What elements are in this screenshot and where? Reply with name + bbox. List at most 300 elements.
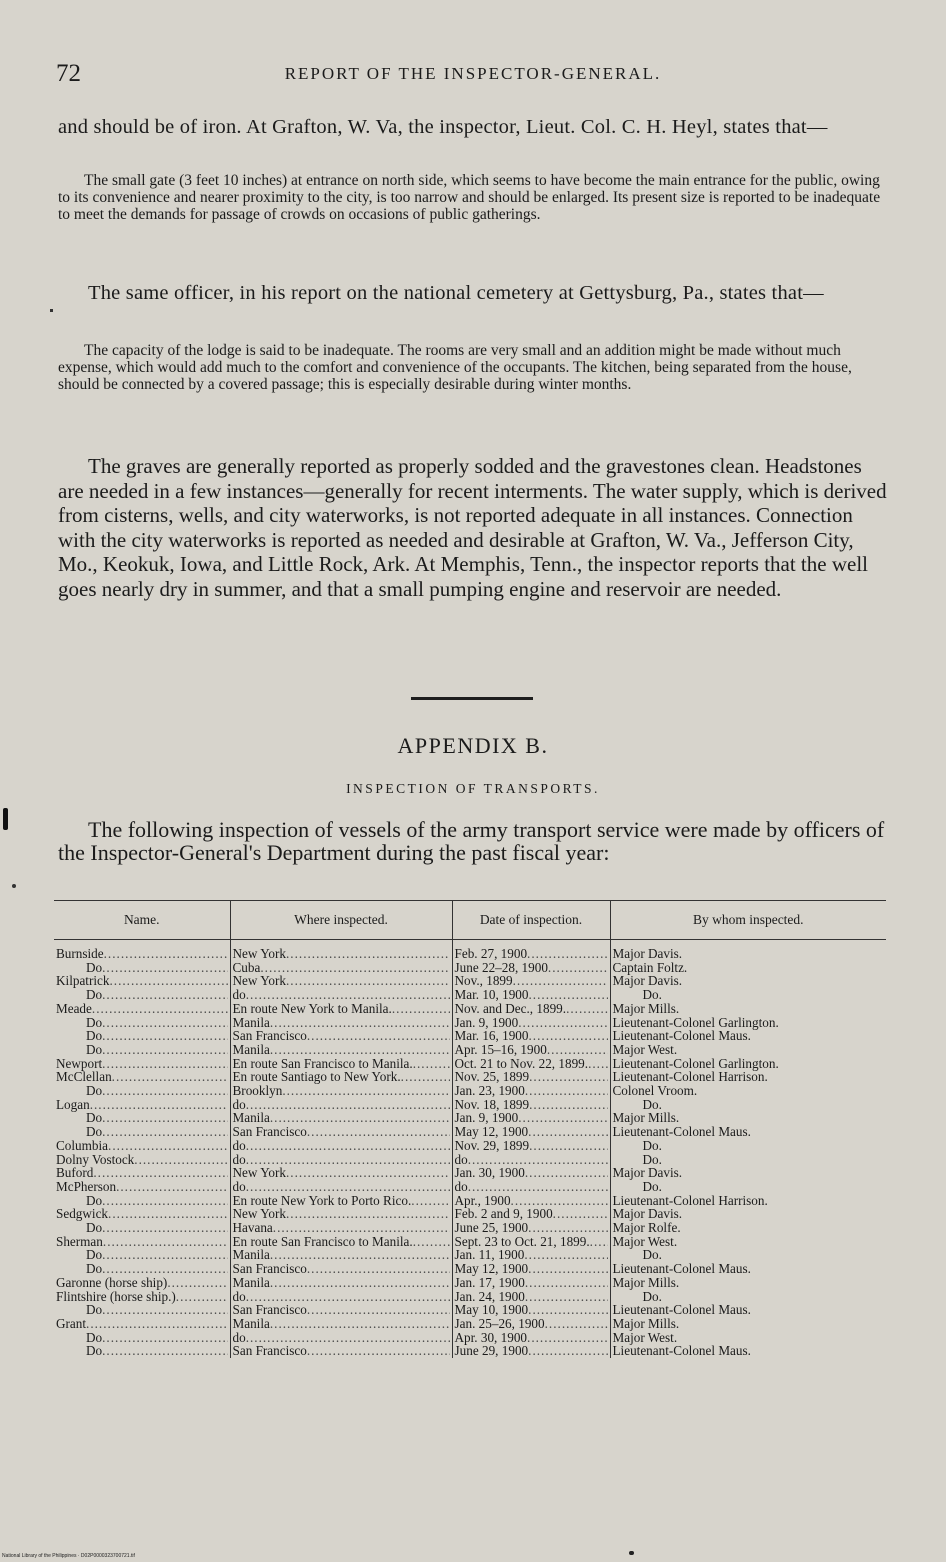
cell-place-inspected-text: Brooklyn [232,1083,283,1099]
paragraph-graves-water-supply: The graves are generally reported as properly sodded and the gravestones clean. Headstones are needed in a few instances—generally for recent interments. The water supply, which is derived from cisterns, wells, and city waterworks, is not reported adequate in all instances. Connection with the city waterworks is reported as needed and desirable at Grafton, W. Va., Jefferson City, Mo., Keokuk, Iowa, and Little Rock, Ark. At Memphis, Tenn., the inspector reports that the well goes nearly dry in summer, and that a small pumping engine and reservoir are needed. [58,454,887,601]
appendix-subtitle: INSPECTION OF TRANSPORTS. [346,781,600,796]
cell-place-inspected-text: do [232,1137,246,1153]
cell-place-inspected [230,1276,452,1290]
cell-date-inspected [452,1111,610,1125]
leader-dots [116,1180,227,1194]
cell-place-inspected-text: En route New York to Porto Rico. [232,1192,412,1208]
cell-date-inspected-text: Mar. 10, 1900 [454,987,529,1003]
cell-date-inspected [452,961,610,975]
cell-date-inspected [452,1084,610,1098]
cell-inspector [610,940,886,961]
cell-date-inspected-text: Feb. 27, 1900 [454,946,528,961]
cell-vessel-name-text: Do [86,959,103,975]
leader-dots [102,1084,227,1098]
leader-dots [246,1180,450,1194]
cell-date-inspected [452,1002,610,1016]
leader-dots [525,1290,608,1304]
cell-inspector-text: Major West. [612,1329,678,1345]
cell-vessel-name [54,1317,230,1331]
cell-place-inspected-text: New York [232,1206,286,1222]
leader-dots [307,1303,450,1317]
cell-place-inspected-text: Manila [232,1315,270,1331]
cell-inspector-text: Major West. [612,1233,678,1249]
cell-inspector [610,1139,886,1153]
scan-margin-mark [3,808,8,830]
leader-dots [102,1029,227,1043]
cell-date-inspected [452,1248,610,1262]
table-body [54,940,886,1359]
cell-date-inspected-text: Jan. 25–26, 1900 [454,1315,545,1331]
cell-inspector-text: Major Davis. [612,946,683,961]
cell-inspector [610,974,886,988]
leader-dots [528,1303,607,1317]
cell-place-inspected-text: Cuba [232,959,261,975]
cell-inspector [610,1276,886,1290]
cell-vessel-name [54,1344,230,1358]
cell-date-inspected-text: Nov. 29, 1899 [454,1137,530,1153]
cell-place-inspected [230,940,452,961]
cell-date-inspected [452,1221,610,1235]
table-row [54,1139,886,1153]
cell-date-inspected [452,974,610,988]
cell-date-inspected-text: May 12, 1900 [454,1261,529,1277]
cell-vessel-name [54,1098,230,1112]
cell-place-inspected [230,961,452,975]
cell-vessel-name [54,1290,230,1304]
cell-inspector [610,988,886,1002]
cell-date-inspected-text: Nov. 25, 1899 [454,1069,530,1085]
leader-dots [102,961,227,975]
cell-date-inspected-text: Jan. 11, 1900 [454,1247,525,1263]
cell-date-inspected [452,1344,610,1358]
cell-inspector [610,1043,886,1057]
cell-place-inspected [230,1221,452,1235]
table-row [54,1029,886,1043]
cell-vessel-name [54,974,230,988]
cell-place-inspected [230,988,452,1002]
leader-dots [270,1276,450,1290]
cell-inspector [610,1153,886,1167]
cell-vessel-name-text: Garonne (horse ship) [56,1274,168,1290]
leader-dots [102,1331,227,1345]
cell-vessel-name-text: Sherman [56,1233,103,1249]
leader-dots [525,1084,608,1098]
cell-inspector [610,1070,886,1084]
leader-dots [286,974,450,988]
appendix-intro: The following inspection of vessels of the army transport service were made by officers of the Inspector-General's Department during the past fiscal year: [58,817,885,865]
leader-dots [528,1262,607,1276]
table-row [54,1344,886,1358]
leader-dots [529,1070,607,1084]
leader-dots [513,974,608,988]
cell-inspector-text: Major Rolfe. [612,1220,681,1236]
cell-inspector [610,1262,886,1276]
cell-place-inspected [230,1235,452,1249]
cell-place-inspected [230,1043,452,1057]
cell-place-inspected-text: San Francisco [232,1124,307,1140]
cell-vessel-name-text: Dolny Vostock [56,1151,135,1167]
cell-inspector-text: Do. [642,987,662,1003]
cell-inspector [610,1098,886,1112]
table-row [54,1180,886,1194]
table-row [54,1111,886,1125]
leader-dots [102,1194,227,1208]
leader-dots [102,988,227,1002]
cell-vessel-name [54,1262,230,1276]
leader-dots [307,1262,450,1276]
leader-dots [307,1344,450,1358]
cell-vessel-name [54,940,230,961]
leader-dots [102,1111,227,1125]
leader-dots [167,1276,227,1290]
leader-dots [102,1248,227,1262]
column-header-date: Date of inspection. [452,901,610,940]
cell-vessel-name-text: Do [86,1247,103,1263]
leader-dots [547,1043,608,1057]
cell-inspector-text: Captain Foltz. [612,959,688,975]
leader-dots [260,961,449,975]
cell-place-inspected-text: do [232,1288,246,1304]
cell-inspector [610,1180,886,1194]
cell-inspector [610,1317,886,1331]
table-row [54,1235,886,1249]
cell-inspector-text: Lieutenant-Colonel Garlington. [612,1014,779,1030]
cell-inspector [610,1029,886,1043]
cell-vessel-name-text: Sedgwick [56,1206,109,1222]
cell-vessel-name [54,1043,230,1057]
leader-dots [529,1139,607,1153]
cell-vessel-name-text: Do [86,1014,103,1030]
cell-date-inspected-text: Jan. 30, 1900 [454,1165,525,1181]
leader-dots [468,1153,608,1167]
leader-dots [527,1331,607,1345]
cell-inspector-text: Lieutenant-Colonel Garlington. [612,1055,779,1071]
cell-inspector-text: Major West. [612,1041,678,1057]
cell-vessel-name [54,1276,230,1290]
leader-dots [525,1276,608,1290]
cell-date-inspected [452,1207,610,1221]
leader-dots [528,1344,607,1358]
leader-dots [270,1111,450,1125]
cell-inspector-text: Major Mills. [612,1000,680,1016]
cell-place-inspected-text: En route San Francisco to Manila. [232,1055,413,1071]
leader-dots [108,1207,227,1221]
leader-dots [566,1002,607,1016]
cell-vessel-name-text: Buford [56,1165,94,1181]
cell-date-inspected-text: Jan. 23, 1900 [454,1083,525,1099]
cell-date-inspected [452,1043,610,1057]
leader-dots [246,1098,450,1112]
column-header-where: Where inspected. [230,901,452,940]
leader-dots [102,1057,227,1071]
cell-inspector-text: Major Mills. [612,1274,680,1290]
cell-inspector-text: Do. [642,1137,662,1153]
table-row [54,1016,886,1030]
leader-dots [413,1235,450,1249]
cell-inspector-text: Lieutenant-Colonel Harrison. [612,1192,768,1208]
leader-dots [109,974,227,988]
cell-place-inspected [230,1317,452,1331]
cell-date-inspected-text: Nov. 18, 1899 [454,1096,530,1112]
table-row [54,1002,886,1016]
table-row [54,1194,886,1208]
cell-place-inspected-text: do [232,987,246,1003]
cell-place-inspected [230,1207,452,1221]
leader-dots [411,1194,449,1208]
cell-date-inspected-text: Sept. 23 to Oct. 21, 1899. [454,1233,590,1249]
cell-vessel-name [54,1016,230,1030]
cell-vessel-name-text: Do [86,1220,103,1236]
cell-vessel-name-text: Kilpatrick [56,973,110,989]
scan-speck [629,1551,634,1555]
leader-dots [270,1043,450,1057]
table-row [54,1043,886,1057]
cell-vessel-name-text: Grant [56,1315,87,1331]
leader-dots [553,1207,608,1221]
cell-date-inspected [452,1016,610,1030]
cell-date-inspected-text: Jan. 24, 1900 [454,1288,525,1304]
leader-dots [401,1070,450,1084]
cell-place-inspected [230,1125,452,1139]
cell-date-inspected [452,1194,610,1208]
leader-dots [529,1098,607,1112]
table-row [54,1221,886,1235]
cell-date-inspected-text: Nov. and Dec., 1899. [454,1000,567,1016]
paragraph-grafton: and should be of iron. At Grafton, W. Va, the inspector, Lieut. Col. C. H. Heyl, states that— [58,116,828,138]
cell-vessel-name [54,1331,230,1345]
cell-place-inspected [230,1029,452,1043]
quote-gettysburg-lodge: The capacity of the lodge is said to be inadequate. The rooms are very small and an addition might be made without much expense, which would add much to the comfort and convenience of the occupants. The kitchen, being separated from the house, should be connected by a covered passage; this is especially desirable during winter months. [58,342,852,393]
cell-inspector [610,1002,886,1016]
running-title: REPORT OF THE INSPECTOR-GENERAL. [284,64,662,83]
cell-inspector [610,1303,886,1317]
table-row [54,1207,886,1221]
table-row [54,1290,886,1304]
cell-vessel-name [54,1180,230,1194]
cell-inspector-text: Major Davis. [612,1206,683,1222]
leader-dots [270,1016,450,1030]
cell-vessel-name-text: Do [86,1329,103,1345]
cell-date-inspected [452,1235,610,1249]
leader-dots [511,1194,608,1208]
cell-inspector-text: Do. [642,1288,662,1304]
cell-place-inspected [230,1262,452,1276]
leader-dots [545,1317,608,1331]
table-row [54,1153,886,1167]
cell-date-inspected-text: June 29, 1900 [454,1343,529,1359]
leader-dots [134,1153,227,1167]
cell-vessel-name [54,1057,230,1071]
table-row [54,1125,886,1139]
cell-inspector [610,1084,886,1098]
cell-place-inspected [230,1331,452,1345]
cell-place-inspected [230,1057,452,1071]
cell-date-inspected-text: June 25, 1900 [454,1220,529,1236]
leader-dots [307,1125,450,1139]
table-row [54,1057,886,1071]
cell-date-inspected-text: June 22–28, 1900 [454,959,548,975]
cell-vessel-name [54,1111,230,1125]
cell-vessel-name [54,1084,230,1098]
cell-place-inspected-text: do [232,1151,246,1167]
cell-place-inspected [230,1166,452,1180]
cell-date-inspected [452,1029,610,1043]
scan-credit: National Library of the Philippines · D02P0000323700721.tif [2,1553,135,1559]
cell-vessel-name [54,1221,230,1235]
cell-place-inspected [230,1344,452,1358]
cell-inspector [610,1166,886,1180]
cell-inspector [610,1235,886,1249]
cell-date-inspected-text: May 10, 1900 [454,1302,529,1318]
leader-dots [588,1057,607,1071]
cell-place-inspected-text: New York [232,973,286,989]
leader-dots [90,1098,228,1112]
cell-vessel-name [54,1029,230,1043]
cell-date-inspected [452,1180,610,1194]
leader-dots [286,947,450,961]
leader-dots [92,1002,228,1016]
cell-vessel-name-text: Columbia [56,1137,109,1153]
cell-inspector-text: Major Mills. [612,1315,680,1331]
cell-place-inspected-text: En route San Francisco to Manila. [232,1233,413,1249]
leader-dots [307,1029,450,1043]
leader-dots [392,1002,450,1016]
cell-inspector-text: Do. [642,1096,662,1112]
cell-date-inspected [452,1098,610,1112]
leader-dots [246,1139,450,1153]
cell-vessel-name-text: Burnside [56,946,104,961]
cell-inspector [610,1125,886,1139]
appendix-title: APPENDIX B. [397,733,549,758]
cell-date-inspected [452,1303,610,1317]
leader-dots [270,1248,450,1262]
cell-inspector-text: Major Mills. [612,1110,680,1126]
cell-place-inspected [230,1111,452,1125]
leader-dots [102,1016,227,1030]
cell-vessel-name-text: Flintshire (horse ship.) [56,1288,176,1304]
leader-dots [282,1084,449,1098]
leader-dots [527,947,607,961]
page-number: 72 [56,60,81,87]
cell-inspector [610,1290,886,1304]
leader-dots [102,1344,227,1358]
cell-place-inspected [230,1098,452,1112]
cell-place-inspected-text: En route New York to Manila. [232,1000,392,1016]
cell-date-inspected-text: Jan. 9, 1900 [454,1110,519,1126]
cell-inspector [610,1057,886,1071]
cell-place-inspected-text: New York [232,946,286,961]
leader-dots [524,1248,607,1262]
cell-date-inspected [452,1262,610,1276]
cell-inspector [610,1248,886,1262]
cell-inspector [610,1194,886,1208]
cell-place-inspected-text: New York [232,1165,286,1181]
table-row [54,1084,886,1098]
cell-vessel-name-text: Do [86,1083,103,1099]
cell-place-inspected [230,1002,452,1016]
cell-vessel-name-text: Do [86,1124,103,1140]
table-row [54,988,886,1002]
cell-inspector-text: Do. [642,1151,662,1167]
cell-vessel-name [54,961,230,975]
transport-inspection-table [54,900,886,1358]
cell-place-inspected-text: Manila [232,1014,270,1030]
leader-dots [104,947,228,961]
cell-place-inspected-text: Manila [232,1110,270,1126]
cell-place-inspected-text: San Francisco [232,1028,307,1044]
leader-dots [468,1180,608,1194]
cell-vessel-name-text: McClellan [56,1069,112,1085]
cell-vessel-name [54,988,230,1002]
column-header-name: Name. [54,901,230,940]
leader-dots [246,1290,450,1304]
leader-dots [102,1221,227,1235]
cell-date-inspected [452,1057,610,1071]
cell-date-inspected-text: May 12, 1900 [454,1124,529,1140]
cell-place-inspected-text: San Francisco [232,1302,307,1318]
cell-inspector [610,1016,886,1030]
cell-place-inspected-text: Manila [232,1274,270,1290]
cell-date-inspected [452,1125,610,1139]
cell-vessel-name-text: Do [86,1110,103,1126]
leader-dots [102,1043,227,1057]
cell-date-inspected [452,1331,610,1345]
leader-dots [246,1331,450,1345]
cell-inspector-text: Major Davis. [612,1165,683,1181]
cell-inspector-text: Lieutenant-Colonel Maus. [612,1343,751,1359]
cell-place-inspected-text: Manila [232,1247,270,1263]
cell-date-inspected-text: Jan. 9, 1900 [454,1014,519,1030]
leader-dots [528,1221,607,1235]
cell-inspector-text: Lieutenant-Colonel Maus. [612,1302,751,1318]
cell-place-inspected [230,1194,452,1208]
leader-dots [529,988,608,1002]
cell-date-inspected-text: Apr. 15–16, 1900 [454,1041,547,1057]
cell-date-inspected-text: Apr. 30, 1900 [454,1329,528,1345]
section-divider [411,697,533,700]
cell-date-inspected-text: Nov., 1899 [454,973,513,989]
cell-date-inspected-text: Feb. 2 and 9, 1900 [454,1206,553,1222]
cell-inspector [610,1344,886,1358]
leader-dots [518,1016,607,1030]
table-header-row [54,901,886,940]
table-row [54,1098,886,1112]
leader-dots [93,1166,227,1180]
column-header-by-whom: By whom inspected. [610,901,886,940]
cell-inspector [610,1111,886,1125]
leader-dots [413,1057,450,1071]
cell-vessel-name [54,1002,230,1016]
leader-dots [590,1235,608,1249]
leader-dots [246,988,450,1002]
cell-vessel-name [54,1303,230,1317]
cell-date-inspected [452,940,610,961]
cell-inspector-text: Do. [642,1247,662,1263]
cell-vessel-name-text: Do [86,1028,103,1044]
table-row [54,940,886,961]
cell-date-inspected-text: do [454,1151,468,1167]
cell-inspector-text: Major Davis. [612,973,683,989]
cell-place-inspected [230,1084,452,1098]
cell-inspector-text: Lieutenant-Colonel Maus. [612,1261,751,1277]
scan-speck [12,884,16,888]
cell-date-inspected-text: Oct. 21 to Nov. 22, 1899. [454,1055,589,1071]
leader-dots [246,1153,450,1167]
cell-place-inspected [230,974,452,988]
cell-date-inspected [452,1317,610,1331]
cell-date-inspected-text: Mar. 16, 1900 [454,1028,529,1044]
cell-place-inspected [230,1303,452,1317]
